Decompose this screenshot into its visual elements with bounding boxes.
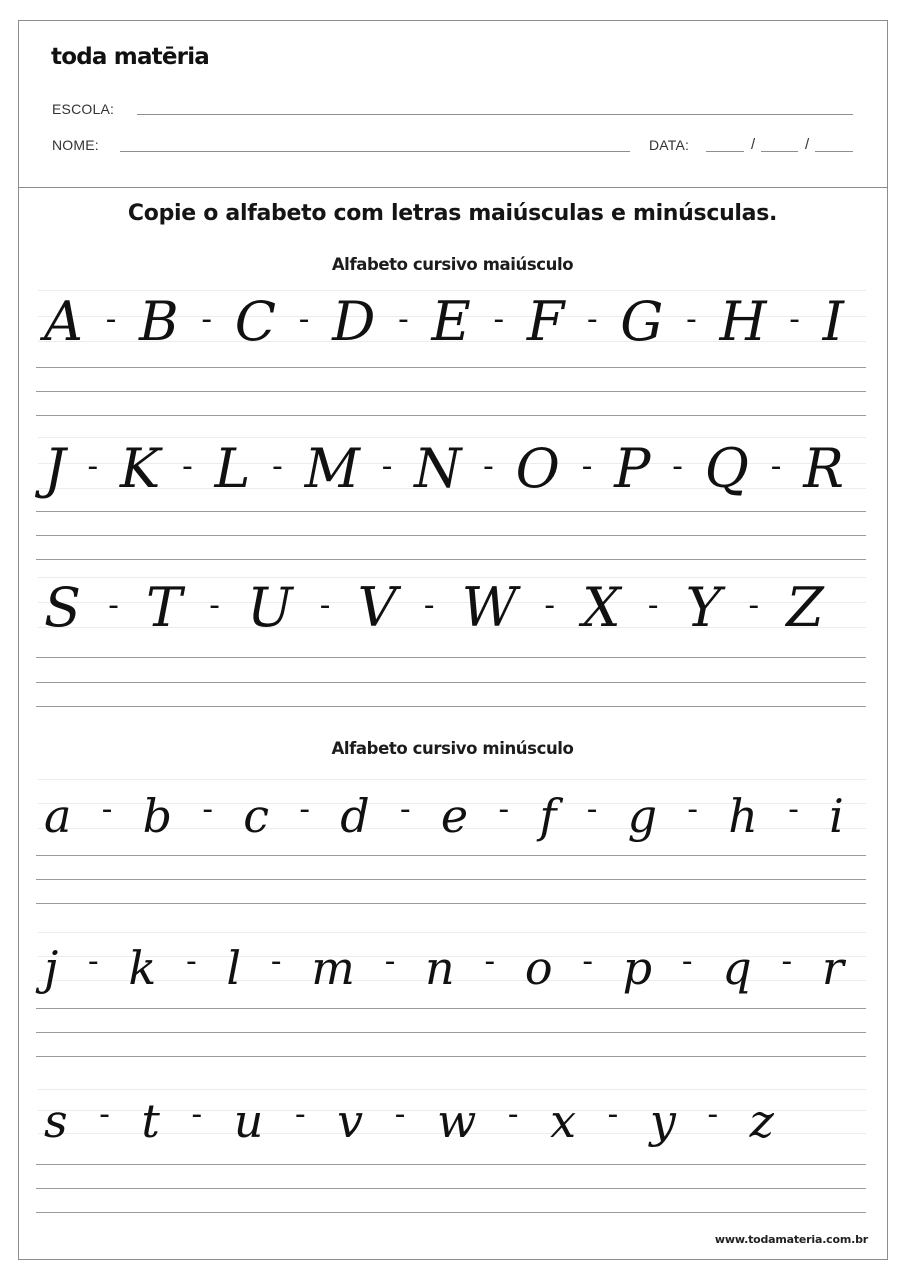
separator-dash: - bbox=[607, 1097, 619, 1132]
separator-dash: - bbox=[770, 449, 782, 484]
letter: H bbox=[719, 290, 767, 353]
date-month-field[interactable] bbox=[761, 151, 798, 152]
letter: e bbox=[440, 789, 469, 843]
letter: V bbox=[357, 576, 397, 639]
separator-dash: - bbox=[582, 944, 594, 979]
letter: C bbox=[234, 290, 277, 353]
separator-dash: - bbox=[788, 792, 799, 827]
letter: l bbox=[226, 941, 242, 995]
letter: T bbox=[146, 576, 183, 639]
separator-dash: - bbox=[707, 1097, 719, 1132]
writing-line[interactable] bbox=[36, 1056, 866, 1057]
letter: r bbox=[821, 941, 844, 995]
letter: c bbox=[243, 789, 270, 843]
writing-line[interactable] bbox=[36, 535, 866, 536]
letter: h bbox=[728, 789, 758, 843]
separator-dash: - bbox=[686, 302, 697, 337]
writing-line[interactable] bbox=[36, 855, 866, 856]
brand-logo: toda matēria bbox=[51, 44, 210, 70]
letter: P bbox=[614, 437, 651, 500]
date-separator: / bbox=[751, 136, 756, 153]
separator-dash: - bbox=[789, 302, 800, 337]
letter: f bbox=[539, 789, 557, 843]
letter: I bbox=[822, 290, 844, 353]
letter: g bbox=[627, 789, 658, 843]
date-label: DATA: bbox=[649, 137, 690, 153]
letter: Q bbox=[704, 437, 749, 500]
writing-line[interactable] bbox=[36, 706, 866, 707]
letter: Y bbox=[685, 576, 722, 639]
letter: v bbox=[337, 1094, 364, 1148]
header-divider bbox=[18, 187, 888, 188]
separator-dash: - bbox=[381, 449, 393, 484]
letter: y bbox=[649, 1094, 676, 1148]
separator-dash: - bbox=[483, 449, 494, 484]
letter: q bbox=[722, 941, 752, 995]
writing-line[interactable] bbox=[36, 903, 866, 904]
date-day-field[interactable] bbox=[706, 151, 744, 152]
letter: M bbox=[304, 437, 360, 500]
letter: G bbox=[620, 290, 664, 353]
separator-dash: - bbox=[108, 588, 119, 623]
letter: m bbox=[311, 941, 355, 995]
letter: w bbox=[436, 1094, 477, 1148]
letter: R bbox=[803, 437, 844, 500]
separator-dash: - bbox=[748, 588, 760, 623]
writing-line[interactable] bbox=[36, 391, 866, 392]
writing-line[interactable] bbox=[36, 1212, 866, 1213]
letter-row bbox=[44, 1074, 774, 1148]
separator-dash: - bbox=[672, 449, 683, 484]
separator-dash: - bbox=[687, 792, 699, 827]
separator-dash: - bbox=[209, 588, 220, 623]
separator-dash: - bbox=[191, 1097, 203, 1132]
separator-dash: - bbox=[399, 792, 411, 827]
writing-line[interactable] bbox=[36, 657, 866, 658]
letter: z bbox=[749, 1094, 774, 1148]
name-field[interactable] bbox=[120, 151, 630, 152]
school-field[interactable] bbox=[137, 114, 853, 115]
writing-line[interactable] bbox=[36, 682, 866, 683]
separator-dash: - bbox=[319, 588, 331, 623]
letter-row bbox=[44, 921, 844, 995]
separator-dash: - bbox=[87, 944, 99, 979]
letter-row bbox=[44, 279, 844, 353]
letter: B bbox=[139, 290, 179, 353]
letter: S bbox=[44, 576, 81, 639]
instruction-title: Copie o alfabeto com letras maiúsculas e minúsculas. bbox=[127, 201, 778, 226]
letter: p bbox=[622, 941, 653, 995]
separator-dash: - bbox=[397, 302, 409, 337]
lowercase-heading: Alfabeto cursivo minúsculo bbox=[331, 739, 574, 758]
letter: o bbox=[524, 941, 553, 995]
letter: U bbox=[247, 576, 293, 639]
letter: L bbox=[214, 437, 251, 500]
separator-dash: - bbox=[507, 1097, 519, 1132]
date-separator: / bbox=[805, 136, 810, 153]
separator-dash: - bbox=[202, 792, 214, 827]
separator-dash: - bbox=[105, 302, 117, 337]
separator-dash: - bbox=[101, 792, 113, 827]
letter: N bbox=[414, 437, 462, 500]
writing-line[interactable] bbox=[36, 1164, 866, 1165]
letter: s bbox=[44, 1094, 68, 1148]
letter: K bbox=[119, 437, 161, 500]
separator-dash: - bbox=[201, 302, 213, 337]
writing-line[interactable] bbox=[36, 415, 866, 416]
letter: u bbox=[233, 1094, 264, 1148]
letter: n bbox=[425, 941, 455, 995]
name-label: NOME: bbox=[52, 137, 99, 153]
separator-dash: - bbox=[498, 792, 510, 827]
writing-line[interactable] bbox=[36, 879, 866, 880]
separator-dash: - bbox=[181, 449, 193, 484]
letter: O bbox=[515, 437, 560, 500]
separator-dash: - bbox=[647, 588, 659, 623]
letter-row bbox=[44, 769, 844, 843]
separator-dash: - bbox=[493, 302, 505, 337]
separator-dash: - bbox=[581, 449, 593, 484]
letter: i bbox=[829, 789, 844, 843]
letter-row bbox=[44, 565, 824, 639]
separator-dash: - bbox=[298, 302, 310, 337]
writing-line[interactable] bbox=[36, 367, 866, 368]
letter: x bbox=[550, 1094, 577, 1148]
separator-dash: - bbox=[270, 944, 282, 979]
letter: W bbox=[461, 576, 518, 639]
letter: k bbox=[128, 941, 157, 995]
separator-dash: - bbox=[294, 1097, 306, 1132]
separator-dash: - bbox=[394, 1097, 406, 1132]
separator-dash: - bbox=[484, 944, 496, 979]
separator-dash: - bbox=[99, 1097, 110, 1132]
letter: F bbox=[526, 290, 565, 353]
separator-dash: - bbox=[544, 588, 556, 623]
letter: d bbox=[340, 789, 370, 843]
letter: j bbox=[44, 941, 59, 995]
writing-line[interactable] bbox=[36, 559, 866, 560]
letter: D bbox=[332, 290, 376, 353]
separator-dash: - bbox=[781, 944, 793, 979]
separator-dash: - bbox=[185, 944, 197, 979]
separator-dash: - bbox=[586, 792, 598, 827]
separator-dash: - bbox=[423, 588, 435, 623]
letter: A bbox=[44, 290, 83, 353]
website-link[interactable]: www.todamateria.com.br bbox=[714, 1233, 868, 1246]
writing-line[interactable] bbox=[36, 1032, 866, 1033]
separator-dash: - bbox=[87, 449, 99, 484]
letter: b bbox=[142, 789, 173, 843]
writing-line[interactable] bbox=[36, 1188, 866, 1189]
letter-row bbox=[44, 426, 844, 500]
letter: t bbox=[141, 1094, 160, 1148]
letter: Z bbox=[786, 576, 824, 639]
separator-dash: - bbox=[272, 449, 283, 484]
separator-dash: - bbox=[384, 944, 396, 979]
separator-dash: - bbox=[681, 944, 693, 979]
letter: a bbox=[44, 789, 72, 843]
writing-line[interactable] bbox=[36, 511, 866, 512]
writing-line[interactable] bbox=[36, 1008, 866, 1009]
date-year-field[interactable] bbox=[815, 151, 853, 152]
school-label: ESCOLA: bbox=[52, 101, 115, 117]
uppercase-heading: Alfabeto cursivo maiúsculo bbox=[331, 255, 574, 274]
letter: E bbox=[431, 290, 471, 353]
letter: X bbox=[582, 576, 621, 639]
letter: J bbox=[44, 437, 66, 500]
separator-dash: - bbox=[586, 302, 598, 337]
separator-dash: - bbox=[299, 792, 311, 827]
